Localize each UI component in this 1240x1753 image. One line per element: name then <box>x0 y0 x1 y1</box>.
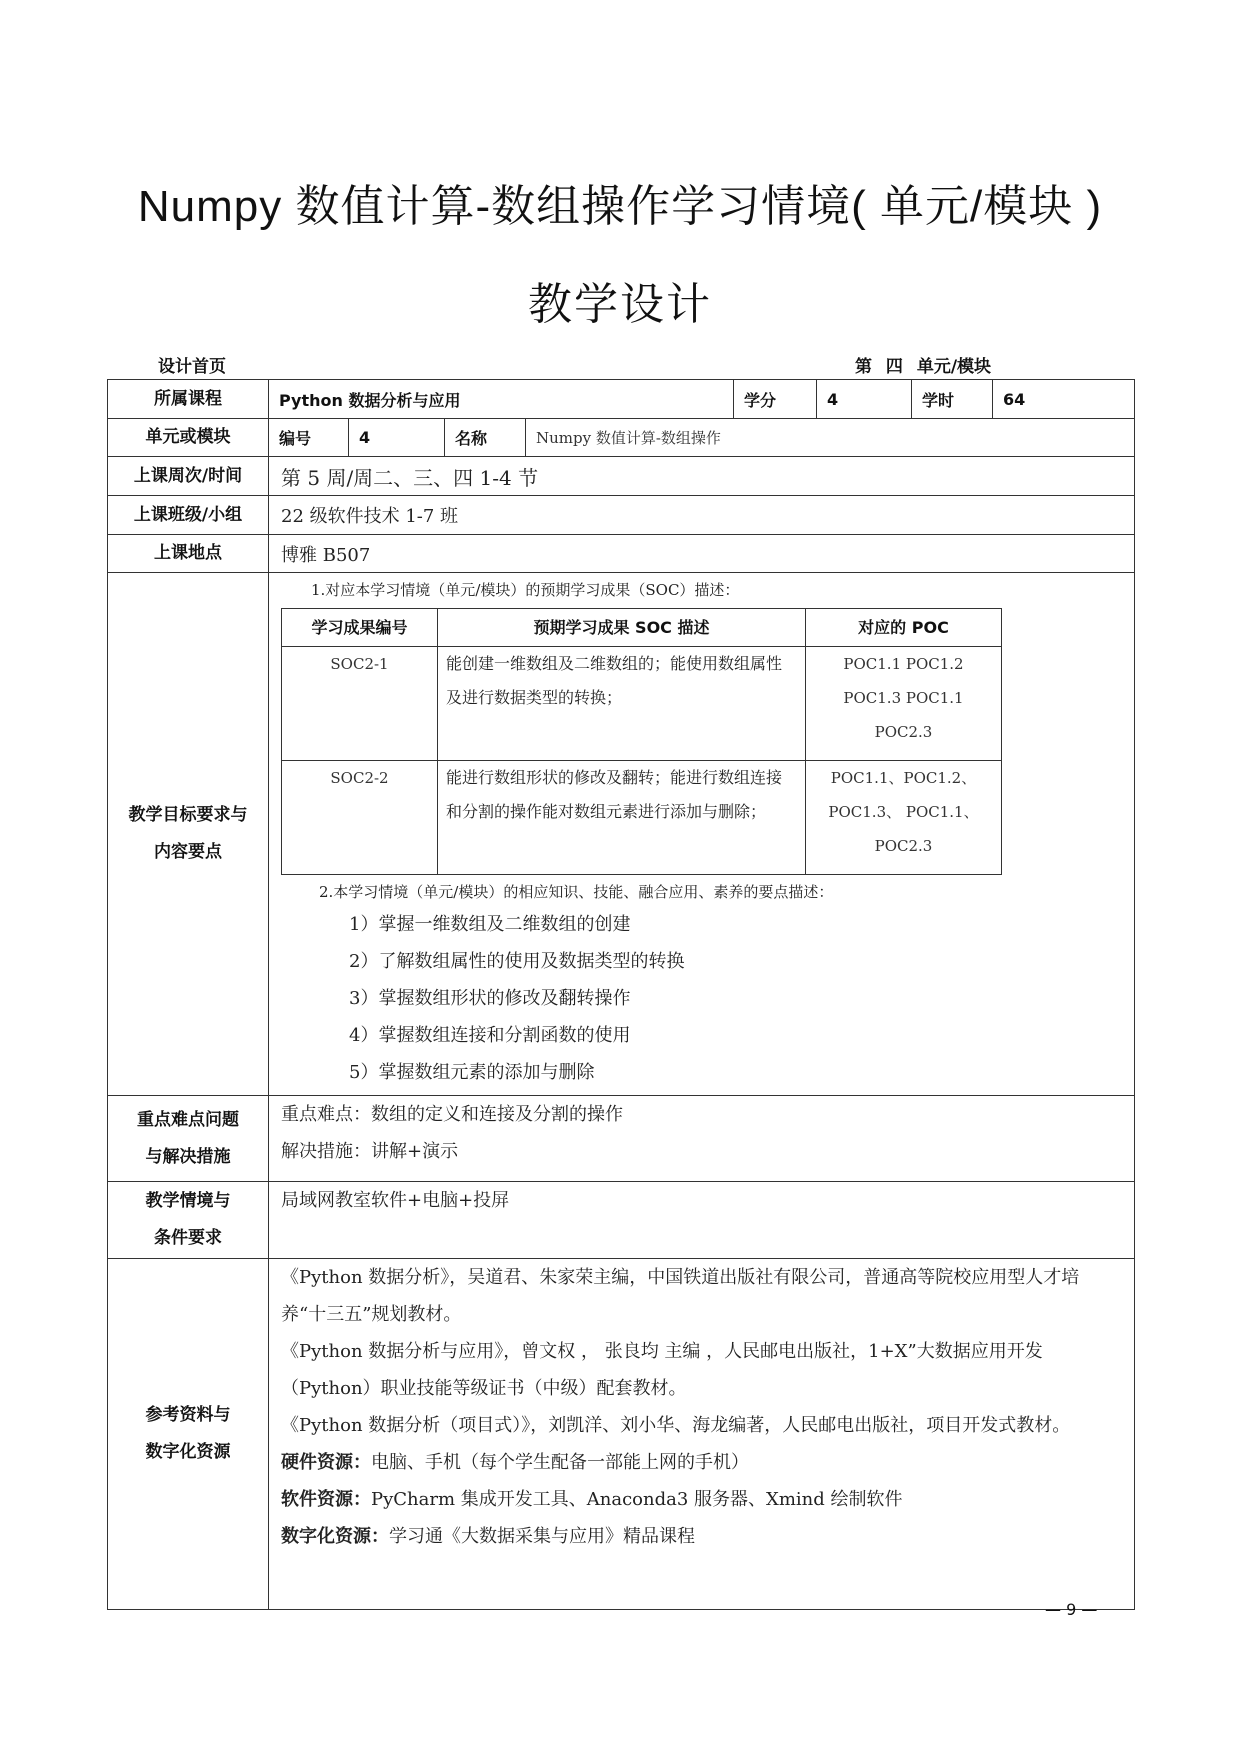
soc-intro: 1.对应本学习情境（单元/模块）的预期学习成果（SOC）描述： <box>311 581 740 599</box>
conditions-row <box>108 1182 1135 1259</box>
course-row <box>108 380 1135 419</box>
unit-number-value: 4 <box>349 419 445 457</box>
conditions-label <box>108 1182 269 1259</box>
soc-poc <box>806 647 1002 761</box>
unit-row <box>108 419 1135 457</box>
soc-header-id: 学习成果编号 <box>282 609 438 647</box>
reference-book: 《Python 数据分析（项目式）》，刘凯洋、刘小华、海龙编著，人民邮电出版社，项目开发式教材。 <box>281 1415 1071 1436</box>
page-number: — 9 — <box>1045 1600 1098 1619</box>
schedule-label: 上课周次/时间 <box>108 457 269 496</box>
soc-poc-line: POC2.3 <box>874 837 933 855</box>
soc-row <box>282 761 1002 875</box>
unit-name-value: Numpy 数值计算-数组操作 <box>526 419 1135 457</box>
design-first-page-label: 设计首页 <box>158 357 226 377</box>
reference-book: 《Python 数据分析》，吴道君、朱家荣主编，中国铁道出版社有限公司，普通高等院校应用型人才培养“十三五”规划教材。 <box>281 1267 1080 1325</box>
schedule-value: 第 5 周/周二、三、四 1-4 节 <box>269 457 1135 496</box>
soc-row <box>282 647 1002 761</box>
key-points-intro: 2.本学习情境（单元/模块）的相应知识、技能、融合应用、素养的要点描述： <box>319 883 834 901</box>
difficulty-label-line2: 与解决措施 <box>145 1146 231 1167</box>
software-resources <box>269 1481 1134 1518</box>
hours-value: 64 <box>993 380 1135 419</box>
difficulty-key-points: 重点难点：数组的定义和连接及分割的操作 <box>281 1104 623 1125</box>
soc-header-row <box>282 609 1002 647</box>
course-label: 所属课程 <box>108 380 269 419</box>
reference-book: 《Python 数据分析与应用》，曾文权 ， 张良均 主编 ，人民邮电出版社，1+X”大数据应用开发（Python）职业技能等级证书（中级）配套教材。 <box>281 1341 1043 1399</box>
key-point: 3）掌握数组形状的修改及翻转操作 <box>349 988 631 1009</box>
hardware-resources <box>269 1444 1134 1481</box>
objectives-label-line1: 教学目标要求与 <box>128 805 248 825</box>
references-label-line2: 数字化资源 <box>145 1442 231 1462</box>
hardware-label: 硬件资源： <box>281 1452 371 1473</box>
difficulty-solution: 解决措施：讲解+演示 <box>281 1141 459 1162</box>
class-label: 上课班级/小组 <box>108 496 269 535</box>
soc-desc: 能创建一维数组及二维数组的；能使用数组属性及进行数据类型的转换； <box>438 647 806 761</box>
unit-number-label: 编号 <box>269 419 349 457</box>
objectives-label <box>108 573 269 1096</box>
conditions-label-line2: 条件要求 <box>154 1228 222 1248</box>
references-content <box>269 1259 1135 1610</box>
lesson-design-table <box>107 379 1135 1610</box>
references-label-line1: 参考资料与 <box>145 1405 231 1425</box>
objectives-content <box>269 573 1135 1096</box>
difficulty-content <box>269 1096 1135 1182</box>
difficulty-row <box>108 1096 1135 1182</box>
course-value: Python 数据分析与应用 <box>269 380 734 419</box>
unit-number-label: 第 四 单元/模块 <box>855 357 992 377</box>
soc-header-desc: 预期学习成果 SOC 描述 <box>438 609 806 647</box>
software-value: PyCharm 集成开发工具、Anaconda3 服务器、Xmind 绘制软件 <box>371 1489 903 1510</box>
soc-poc-line: POC1.3、 POC1.1、 <box>828 803 979 821</box>
location-row <box>108 535 1135 573</box>
location-value: 博雅 B507 <box>269 535 1135 573</box>
unit-name-label: 名称 <box>445 419 526 457</box>
unit-label: 单元或模块 <box>108 419 269 457</box>
soc-poc <box>806 761 1002 875</box>
digital-label: 数字化资源： <box>281 1526 389 1547</box>
software-label: 软件资源： <box>281 1489 371 1510</box>
soc-header-poc: 对应的 POC <box>806 609 1002 647</box>
references-row <box>108 1259 1135 1610</box>
conditions-content <box>269 1182 1135 1259</box>
hardware-value: 电脑、手机（每个学生配备一部能上网的手机） <box>371 1452 749 1473</box>
soc-poc-line: POC1.1 POC1.2 <box>843 655 964 673</box>
difficulty-label <box>108 1096 269 1182</box>
references-label <box>108 1259 269 1610</box>
hours-label: 学时 <box>912 380 993 419</box>
soc-id: SOC2-1 <box>282 647 438 761</box>
key-point: 4）掌握数组连接和分割函数的使用 <box>349 1025 631 1046</box>
conditions-label-line1: 教学情境与 <box>145 1191 231 1211</box>
credit-value: 4 <box>817 380 912 419</box>
document-title: Numpy 数值计算-数组操作学习情境( 单元/模块 ) <box>137 182 1103 231</box>
key-point: 5）掌握数组元素的添加与删除 <box>349 1062 595 1083</box>
digital-value: 学习通《大数据采集与应用》精品课程 <box>389 1526 695 1547</box>
soc-poc-line: POC1.3 POC1.1 <box>843 689 964 707</box>
credit-label: 学分 <box>734 380 817 419</box>
key-point: 1）掌握一维数组及二维数组的创建 <box>349 914 631 935</box>
soc-desc: 能进行数组形状的修改及翻转；能进行数组连接和分割的操作能对数组元素进行添加与删除； <box>438 761 806 875</box>
key-points-list <box>269 902 1134 1095</box>
key-point: 2）了解数组属性的使用及数据类型的转换 <box>349 951 685 972</box>
conditions-value: 局域网教室软件+电脑+投屏 <box>281 1190 510 1211</box>
class-value: 22 级软件技术 1-7 班 <box>269 496 1135 535</box>
objectives-label-line2: 内容要点 <box>154 842 222 862</box>
schedule-row <box>108 457 1135 496</box>
soc-table <box>281 608 1002 875</box>
objectives-row <box>108 573 1135 1096</box>
class-row <box>108 496 1135 535</box>
soc-poc-line: POC2.3 <box>874 723 933 741</box>
soc-id: SOC2-2 <box>282 761 438 875</box>
soc-poc-line: POC1.1、POC1.2、 <box>830 769 977 787</box>
digital-resources <box>269 1518 1134 1555</box>
location-label: 上课地点 <box>108 535 269 573</box>
document-subtitle: 教学设计 <box>528 280 712 329</box>
difficulty-label-line1: 重点难点问题 <box>137 1109 239 1130</box>
